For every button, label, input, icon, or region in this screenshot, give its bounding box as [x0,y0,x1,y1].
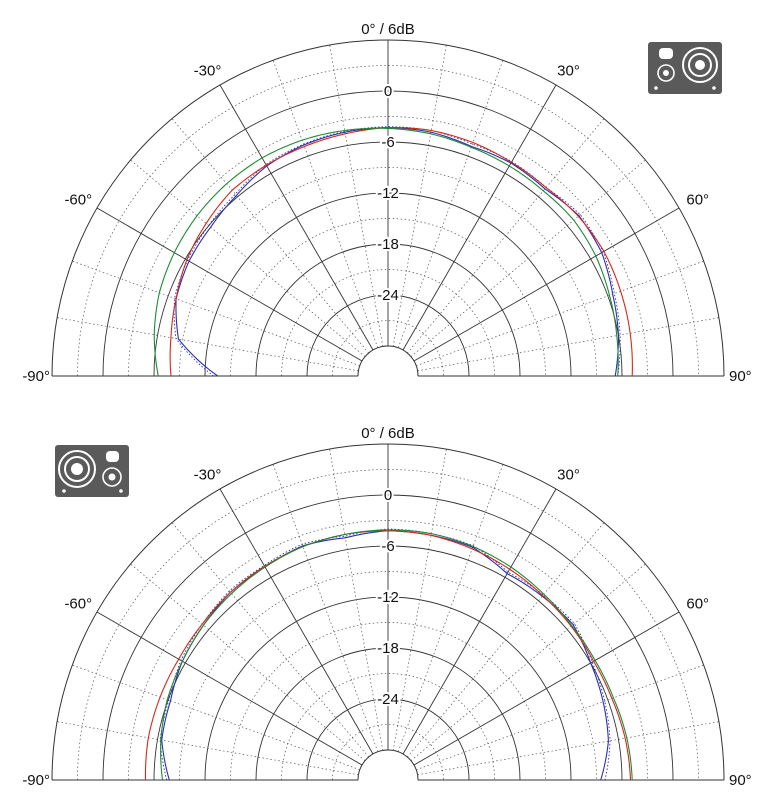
r-tick-label: -24 [377,691,399,708]
angle-label: 60° [686,191,710,209]
polar-chart-top [22,21,751,385]
angle-label: -90° [22,772,50,789]
speaker-horizontal-icon [55,445,129,497]
spoke-minor [407,119,604,353]
r-tick-label: -12 [377,185,399,202]
spoke-minor [411,160,645,357]
angle-label: -90° [22,368,50,385]
angle-label: -30° [193,466,222,484]
chart-title: 0° / 6dB [361,425,415,442]
polar-chart-bottom [22,425,751,789]
angle-label: -60° [64,191,93,209]
r-tick-label: -6 [381,538,395,555]
r-tick-label: -18 [377,236,399,253]
r-tick-label: 0 [383,83,393,100]
angle-label: -60° [64,595,93,613]
spoke-minor [131,564,365,761]
chart-title: 0° / 6dB [361,21,415,38]
spoke-minor [172,523,369,757]
inner-arc [358,346,418,376]
r-tick-label: -6 [381,134,395,151]
inner-arc [358,750,418,780]
speaker-vertical-icon [648,42,722,94]
angle-label: 30° [557,466,580,484]
r-tick-label: 0 [383,487,393,504]
angle-label: 30° [557,62,580,80]
angle-label: 90° [729,368,752,385]
series-line [170,128,632,377]
spoke-minor [411,564,645,761]
spoke-minor [131,160,365,357]
spoke-minor [407,523,604,757]
r-tick-label: -24 [377,287,399,304]
angle-label: -30° [193,62,222,80]
angle-label: 90° [729,772,752,789]
r-tick-label: -18 [377,640,399,657]
angle-label: 60° [686,595,710,613]
r-tick-label: -12 [377,589,399,606]
